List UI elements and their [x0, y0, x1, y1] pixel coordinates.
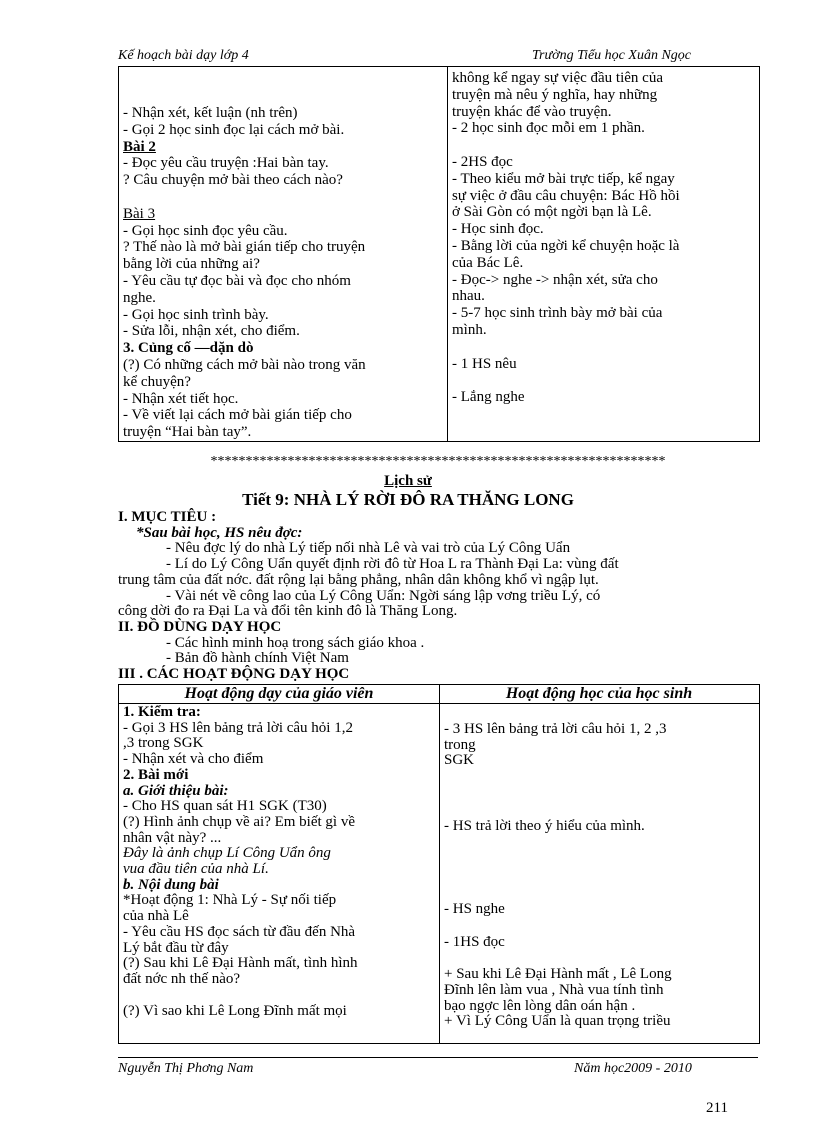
text-line: (?) Sau khi Lê Đại Hành mất, tình hình [123, 956, 358, 972]
text-line [444, 769, 755, 786]
text-line: - Yêu cầu tự đọc bài và đọc cho nhóm [123, 272, 351, 289]
text-line: không kể ngay sự việc đầu tiên của [452, 70, 663, 86]
student-column [452, 70, 755, 406]
text-line: Đĩnh lên làm vua , Nhà vua tính tình [444, 982, 664, 998]
text-line: (?) Vì sao khi Lê Long Đĩnh mất mọi [123, 1004, 347, 1020]
text-line: *Sau bài học, HS nêu đợc: [136, 524, 303, 541]
text-line: - Nhận xét tiết học. [123, 390, 239, 407]
text-line: 3. Củng cố —dặn dò [123, 340, 254, 357]
text-line: - Sửa lỗi, nhận xét, cho điểm. [123, 323, 300, 340]
text-line: - Theo kiểu mở bài trực tiếp, kể ngay [452, 170, 675, 187]
student-column [444, 705, 755, 1030]
text-line: Đây là ảnh chụp Lí Công Uẩn ông [123, 846, 331, 862]
text-line: đất nớc nh thế nào? [123, 971, 241, 987]
text-line: - 2 học sinh đọc mỗi em 1 phần. [452, 120, 645, 137]
text-line: Lý bắt đầu từ đây [123, 940, 229, 956]
text-line: - Học sinh đọc. [452, 221, 544, 238]
text-line: I. MỤC TIÊU : [118, 509, 217, 525]
header-right: Trường Tiểu học Xuân Ngọc [532, 48, 692, 63]
lesson-title [0, 490, 816, 510]
text-line: - Gọi 2 học sinh đọc lại cách mở bài. [123, 121, 345, 138]
text-line: trung tâm của đất nớc. đất rộng lại bằng phẳng, nhân dân không khổ vì ngập lụt. [118, 571, 599, 588]
text-line: 2. Bài mới [123, 767, 189, 783]
text-line: nhau. [452, 288, 485, 305]
text-line: Bài 2 [123, 138, 156, 155]
text-line: bằng lời của những ai? [123, 256, 260, 273]
text-line: - Nêu đợc lý do nhà Lý tiếp nối nhà Lê và vai trò của Lý Công Uẩn [166, 540, 571, 557]
text-line: II. ĐỒ DÙNG DẠY HỌC [118, 618, 282, 635]
text-line: của nhà Lê [123, 909, 189, 925]
text-line: (?) Hình ảnh chụp về ai? Em biết gì về [123, 814, 356, 830]
text-line [444, 885, 755, 902]
text-line: a. Giới thiệu bài: [123, 783, 229, 799]
text-line [452, 137, 755, 154]
text-line: - HS trả lời theo ý hiểu của mình. [444, 819, 645, 835]
text-line: truyện khác để vào truyện. [452, 103, 612, 120]
text-line [444, 835, 755, 852]
teacher-column [123, 105, 443, 441]
text-line: ? Câu chuyện mở bài theo cách nào? [123, 172, 343, 189]
text-line: b. Nội dung bài [123, 877, 219, 893]
activity-table [118, 684, 760, 1044]
text-line: - Gọi học sinh trình bày. [123, 306, 269, 323]
text-line: - Bản đồ hành chính Việt Nam [166, 650, 349, 667]
text-line: - Nhận xét và cho điểm [123, 752, 264, 768]
footer-left: Nguyễn Thị Phơng Nam [118, 1061, 254, 1076]
text-line: - Nhận xét, kết luận (nh trên) [123, 105, 298, 121]
text-line: vua đầu tiên của nhà Lí. [123, 862, 269, 878]
text-line: - Về viết lại cách mở bài gián tiếp cho [123, 407, 352, 424]
text-line: - Vài nét về công lao của Lý Công Uẩn: Ngời sáng lập vơng triều Lý, có [166, 587, 601, 604]
text-line [444, 950, 755, 967]
text-line: *Hoạt động 1: Nhà Lý - Sự nối tiếp [123, 893, 337, 909]
column-divider [447, 67, 448, 441]
text-line [444, 803, 755, 820]
text-line: ? Thế nào là mở bài gián tiếp cho truyện [123, 239, 366, 256]
header-left: Kế hoạch bài dạy lớp 4 [118, 48, 249, 63]
text-line: - Lắng nghe [452, 389, 525, 406]
text-line: nghe. [123, 289, 156, 306]
page-number: 211 [706, 1100, 728, 1116]
text-line: truyện mà nêu ý nghĩa, hay những [452, 86, 658, 103]
lesson-label: Tiết 9: [242, 490, 290, 509]
text-line: 1. Kiểm tra: [123, 705, 201, 720]
lesson-objectives [118, 510, 758, 683]
text-line: - Đọc yêu cầu truyện :Hai bàn tay. [123, 155, 329, 172]
text-line: - Lí do Lý Công Uẩn quyết định rời đô từ Hoa L ra Thành Đại La: vùng đất [166, 556, 619, 573]
text-line: + Vì Lý Công Uẩn là quan trọng triều [444, 1014, 671, 1030]
text-line: bạo ngợc lên lòng dân oán hận . [444, 998, 636, 1014]
text-line [123, 189, 443, 206]
text-line: trong [444, 737, 476, 753]
column-divider [439, 685, 440, 1043]
text-line: mình. [452, 321, 487, 338]
text-line [444, 869, 755, 886]
text-line [444, 852, 755, 869]
text-line [444, 918, 755, 935]
text-line [444, 705, 755, 722]
text-line: nhân vật này? ... [123, 830, 222, 846]
text-line: - Bằng lời của ngời kể chuyện hoặc là [452, 237, 680, 254]
text-line: - Yêu cầu HS đọc sách từ đầu đến Nhà [123, 924, 356, 940]
text-line: - 2HS đọc [452, 153, 513, 170]
text-line: công dời đo ra Đại La và đổi tên kinh đô là Thăng Long. [118, 603, 458, 620]
footer-right: Năm học2009 - 2010 [574, 1061, 692, 1076]
text-line: + Sau khi Lê Đại Hành mất , Lê Long [444, 967, 672, 983]
text-line: - 1HS đọc [444, 934, 505, 950]
text-line: - Đọc-> nghe -> nhận xét, sửa cho [452, 271, 658, 288]
text-line [452, 372, 755, 389]
subject-title: Lịch sử [384, 473, 432, 489]
text-line: - 1 HS nêu [452, 355, 517, 372]
teacher-column-header: Hoạt động dạy của giáo viên [184, 685, 374, 702]
text-line [452, 339, 755, 356]
text-line: ở Sài Gòn có một ngời bạn là Lê. [452, 204, 652, 221]
text-line: (?) Có những cách mở bài nào trong văn [123, 356, 366, 373]
text-line: - HS nghe [444, 902, 505, 918]
text-line: - 5-7 học sinh trình bày mở bài của [452, 305, 663, 322]
text-line: - Các hình minh hoạ trong sách giáo khoa . [166, 634, 425, 651]
section-separator: ***************************************************************** [210, 454, 666, 469]
text-line: - Gọi 3 HS lên bảng trả lời câu hỏi 1,2 [123, 720, 353, 736]
text-line: - Gọi học sinh đọc yêu cầu. [123, 222, 288, 239]
text-line: Bài 3 [123, 205, 156, 222]
teacher-column [123, 705, 435, 1020]
text-line [444, 786, 755, 803]
text-line: SGK [444, 753, 475, 769]
student-column-header: Hoạt động học của học sinh [505, 685, 693, 702]
text-line: - 3 HS lên bảng trả lời câu hỏi 1, 2 ,3 [444, 721, 667, 737]
footer-divider [118, 1057, 758, 1058]
text-line: kể chuyện? [123, 373, 191, 390]
text-line: III . CÁC HOẠT ĐỘNG DẠY HỌC [118, 666, 350, 683]
text-line: truyện “Hai bàn tay”. [123, 424, 252, 441]
text-line [123, 988, 435, 1005]
text-line: ,3 trong SGK [123, 736, 204, 752]
text-line: - Cho HS quan sát H1 SGK (T30) [123, 799, 327, 815]
text-line: sự việc ở đầu câu chuyện: Bác Hồ hồi [452, 187, 680, 204]
text-line: của Bác Lê. [452, 254, 524, 271]
activity-table-continued [118, 66, 760, 442]
lesson-name: NHÀ LÝ RỜI ĐÔ RA THĂNG LONG [293, 490, 574, 509]
table-header-row [119, 685, 759, 704]
